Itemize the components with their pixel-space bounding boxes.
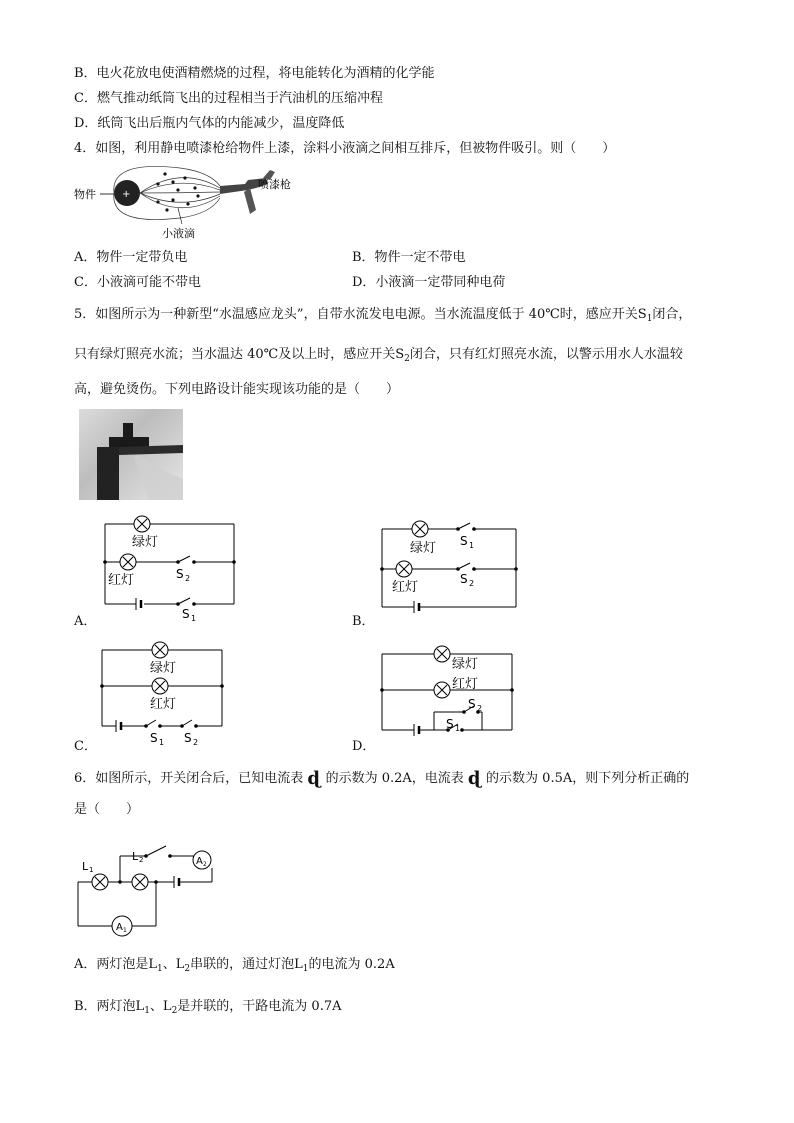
svg-text:2: 2 bbox=[193, 738, 199, 747]
svg-text:S: S bbox=[176, 567, 184, 581]
svg-text:+: + bbox=[122, 189, 131, 200]
green-lamp-icon bbox=[434, 646, 450, 662]
svg-text:A: A bbox=[116, 922, 123, 933]
red-lamp-icon bbox=[120, 554, 136, 570]
svg-text:1: 1 bbox=[455, 724, 461, 733]
svg-text:1: 1 bbox=[89, 866, 94, 874]
svg-text:1: 1 bbox=[123, 927, 127, 934]
q3-option-b: B．电火花放电使酒精燃烧的过程，将电能转化为酒精的化学能 bbox=[74, 66, 435, 81]
svg-text:S: S bbox=[182, 607, 190, 621]
svg-text:2: 2 bbox=[203, 861, 207, 868]
ammeter-a2-icon: ɖ bbox=[467, 768, 481, 789]
svg-text:L: L bbox=[132, 850, 139, 863]
circuit-a-label: A． bbox=[74, 614, 97, 629]
q6-stem-line1: 6．如图所示，开关闭合后，已知电流表 ɖ 的示数为 0.2A，电流表 ɖ 的示数为 0.5A，则下列分析正确的 bbox=[74, 768, 690, 789]
q4-option-b: B．物件一定不带电 bbox=[352, 250, 466, 265]
q6-stem-line2: 是（ ） bbox=[74, 802, 140, 817]
svg-text:1: 1 bbox=[159, 738, 165, 747]
svg-text:红灯: 红灯 bbox=[452, 677, 479, 692]
svg-text:L: L bbox=[82, 860, 89, 873]
q5-stem-line3: 高，避免烫伤。下列电路设计能实现该功能的是（ ） bbox=[74, 382, 400, 397]
svg-text:红灯: 红灯 bbox=[150, 697, 177, 712]
svg-text:绿灯: 绿灯 bbox=[150, 661, 177, 676]
q6-option-a: A．两灯泡是$L_1$、$L_2$串联的，通过灯泡$L_1$的电流为 0.2A bbox=[74, 957, 395, 974]
green-lamp-icon bbox=[412, 521, 428, 537]
circuit-d bbox=[380, 644, 520, 744]
q6-option-b: B．两灯泡$L_1$、$L_2$是并联的，干路电流为 0.7A bbox=[74, 999, 342, 1016]
circuit-b bbox=[380, 515, 520, 615]
svg-text:绿灯: 绿灯 bbox=[452, 657, 479, 672]
circuit-c bbox=[98, 640, 228, 750]
svg-text:S: S bbox=[150, 731, 158, 745]
svg-text:S: S bbox=[446, 717, 454, 731]
spray-gun-figure bbox=[70, 160, 310, 242]
svg-text:2: 2 bbox=[469, 579, 475, 588]
svg-text:1: 1 bbox=[191, 614, 197, 623]
circuit-b-label: B． bbox=[352, 614, 375, 629]
gun-label: 喷漆枪 bbox=[258, 178, 291, 191]
q5-stem-line2: 只有绿灯照亮水流；当水温达 40℃及以上时，感应开关$S_2$闭合，只有红灯照亮水流，以警示用水人水温较 bbox=[74, 347, 683, 364]
ammeter-a1-icon: ɖ bbox=[307, 768, 321, 789]
svg-text:S: S bbox=[184, 731, 192, 745]
droplet-label: 小液滴 bbox=[162, 227, 195, 240]
svg-text:2: 2 bbox=[185, 574, 191, 583]
q3-option-d: D．纸筒飞出后瓶内气体的内能减少，温度降低 bbox=[74, 116, 345, 131]
svg-text:1: 1 bbox=[469, 541, 475, 550]
svg-text:绿灯: 绿灯 bbox=[410, 541, 437, 556]
q3-option-c: C．燃气推动纸筒飞出的过程相当于汽油机的压缩冲程 bbox=[74, 91, 383, 106]
svg-text:S: S bbox=[460, 572, 468, 586]
svg-text:红灯: 红灯 bbox=[392, 580, 419, 595]
green-lamp-icon bbox=[134, 516, 150, 532]
red-lamp-icon bbox=[396, 561, 412, 577]
circuit-c-label: C． bbox=[74, 739, 97, 754]
lamp-l2-icon bbox=[132, 874, 148, 890]
svg-text:2: 2 bbox=[477, 704, 483, 713]
q4-stem: 4．如图，利用静电喷漆枪给物件上漆，涂料小液滴之间相互排斥，但被物件吸引。则（ ） bbox=[74, 141, 616, 156]
q4-option-d: D．小液滴一定带同种电荷 bbox=[352, 275, 506, 290]
red-lamp-icon bbox=[434, 682, 450, 698]
q4-option-a: A．物件一定带负电 bbox=[74, 250, 188, 265]
svg-text:A: A bbox=[196, 856, 203, 867]
q4-option-c: C．小液滴可能不带电 bbox=[74, 275, 201, 290]
spray-gun-icon bbox=[220, 170, 275, 214]
green-lamp-icon bbox=[152, 642, 168, 658]
circuit-d-label: D． bbox=[352, 739, 376, 754]
svg-text:绿灯: 绿灯 bbox=[132, 535, 159, 550]
svg-text:S: S bbox=[468, 697, 476, 711]
q5-stem-line1: 5．如图所示为一种新型“水温感应龙头”，自带水流发电电源。当水流温度低于 40℃时，感应开关$S_1$闭合， bbox=[74, 307, 692, 324]
svg-text:S: S bbox=[460, 534, 468, 548]
circuit-q6 bbox=[74, 838, 224, 944]
object-label: 物件 bbox=[74, 188, 96, 201]
svg-text:红灯: 红灯 bbox=[108, 573, 135, 588]
lamp-l1-icon bbox=[92, 874, 108, 890]
faucet-photo bbox=[79, 409, 183, 500]
circuit-a bbox=[100, 510, 240, 623]
red-lamp-icon bbox=[152, 678, 168, 694]
svg-text:2: 2 bbox=[139, 856, 144, 864]
